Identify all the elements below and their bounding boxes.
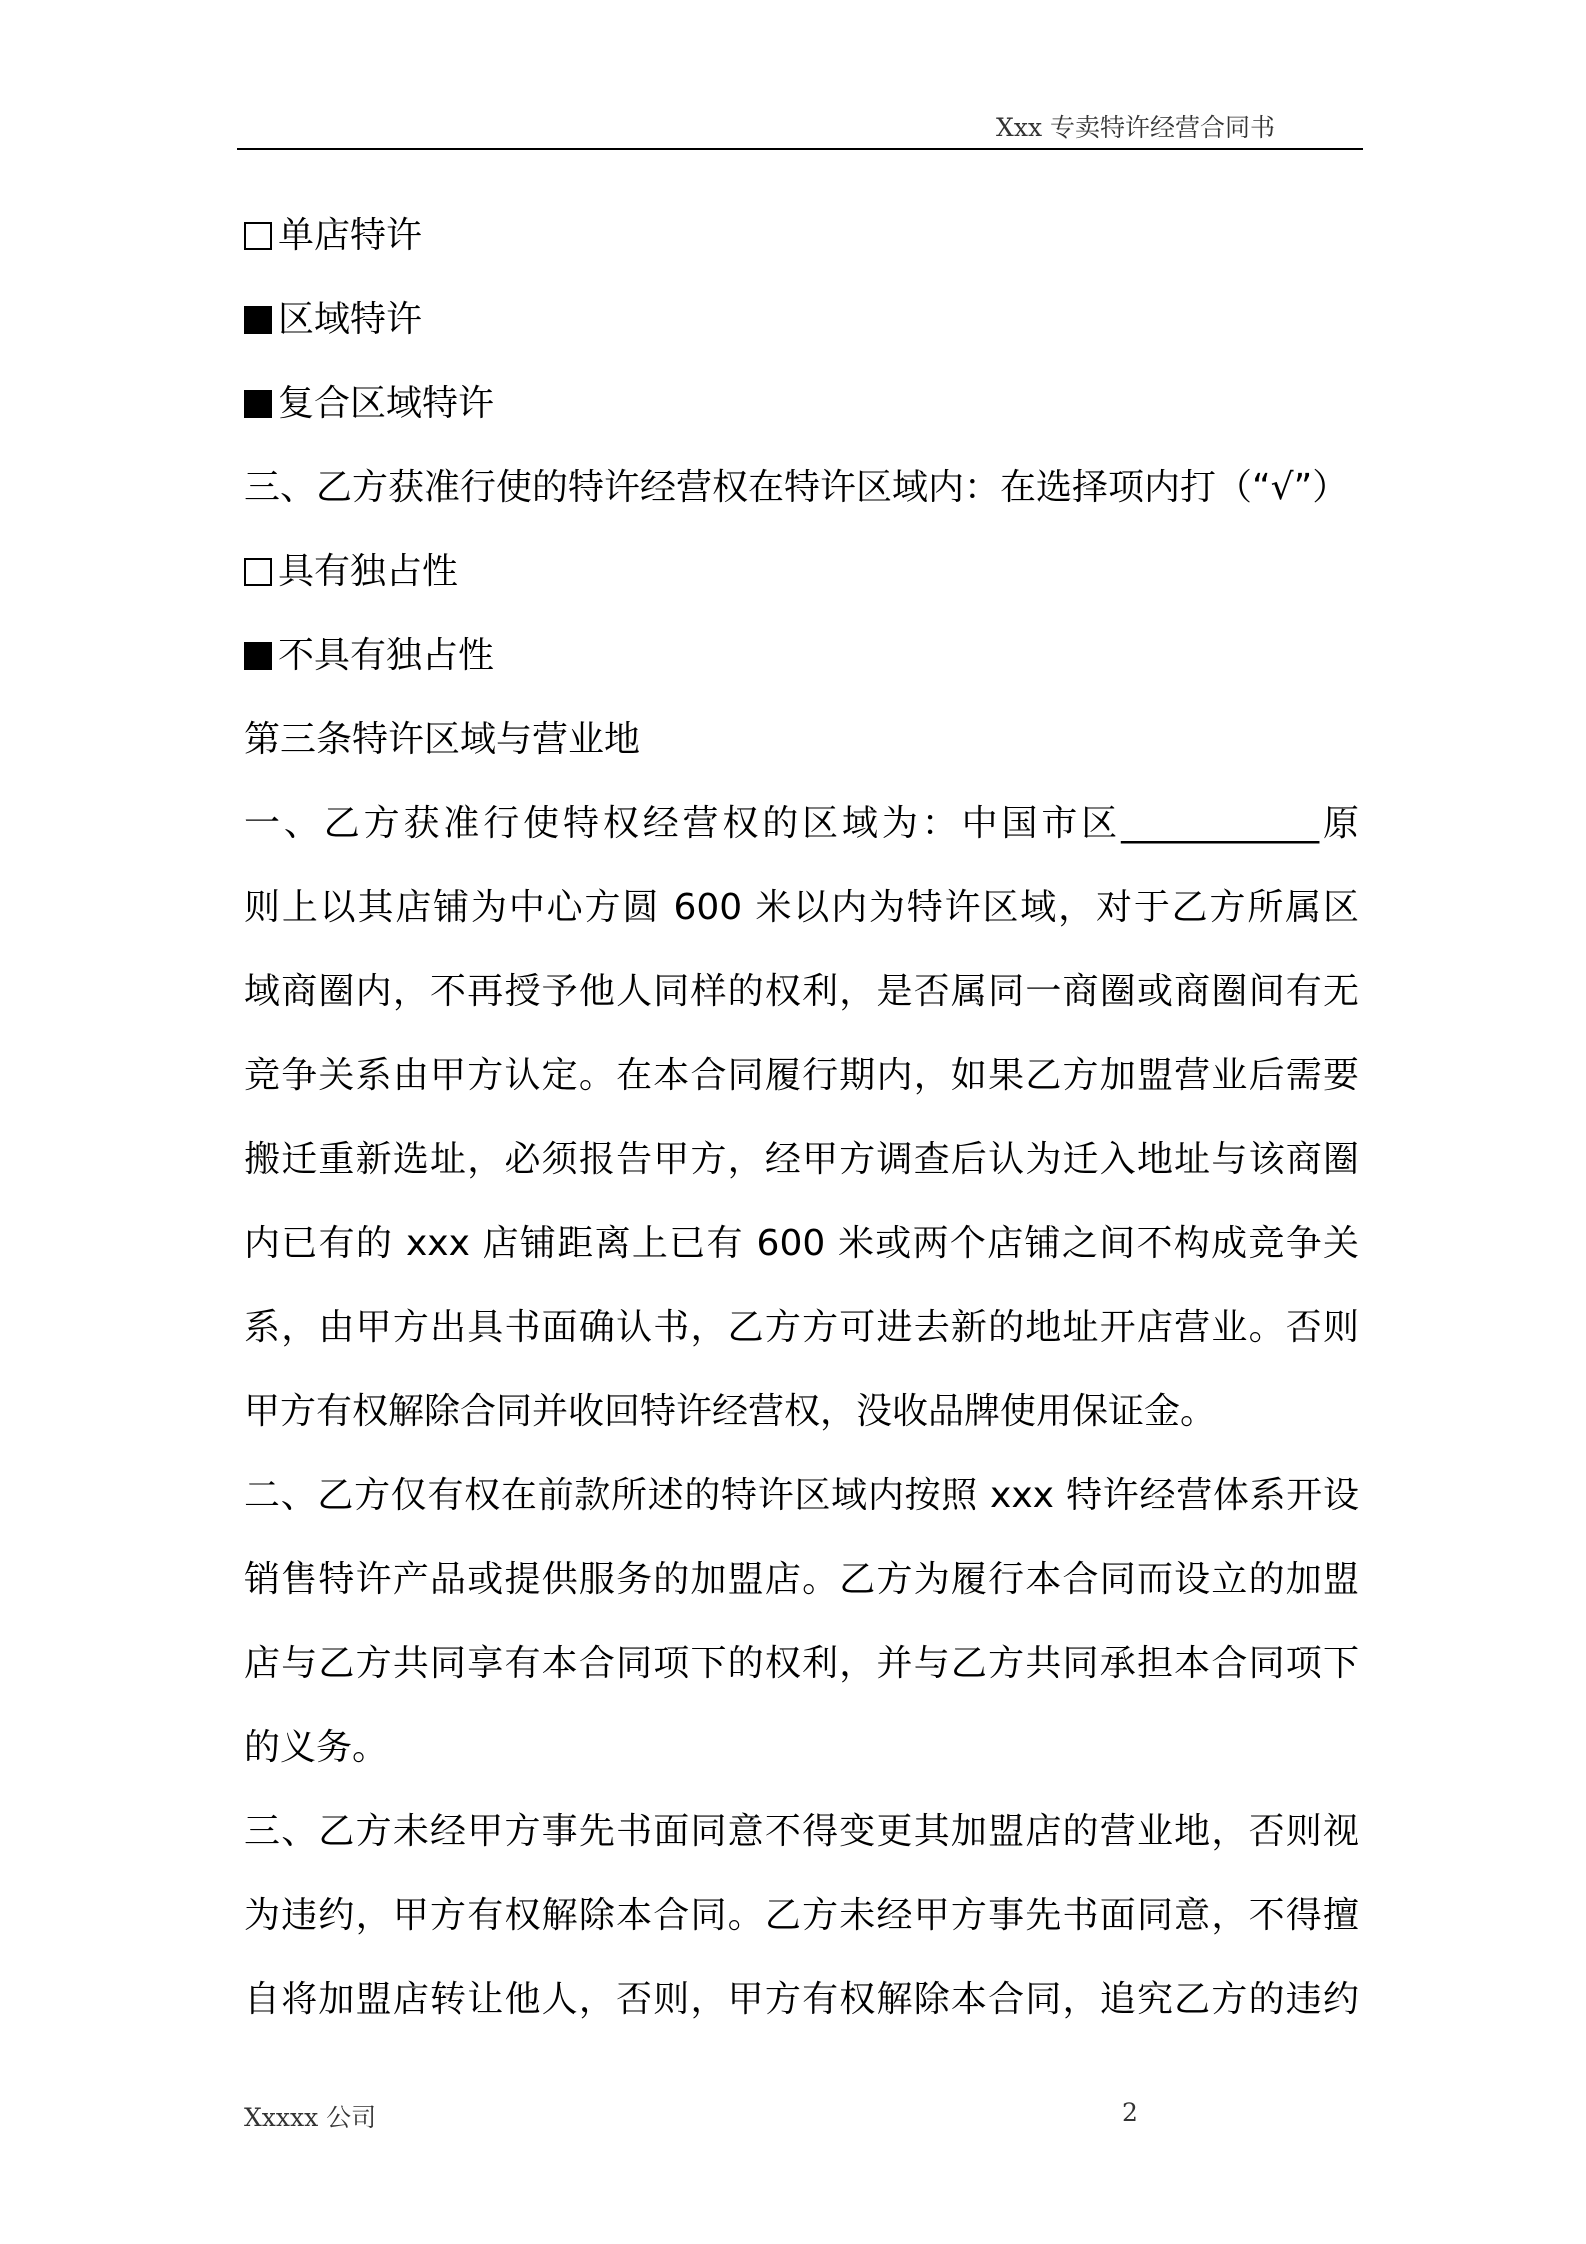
option-label: 单店特许 (278, 215, 423, 256)
paragraph-line: 搬迁重新选址，必须报告甲方，经甲方调查后认为迁入地址与该商圈 (244, 1139, 1359, 1180)
header-title: Xxx 专卖特许经营合同书 (996, 113, 1275, 142)
paragraph-line: 一、乙方获准行使特权经营权的区域为：中国市区___________原 (244, 803, 1359, 844)
unchecked-box-icon (244, 558, 272, 586)
article-title: 第三条特许区域与营业地 (244, 719, 641, 760)
checked-box-icon (244, 390, 272, 418)
paragraph-line: 甲方有权解除合同并收回特许经营权，没收品牌使用保证金。 (244, 1391, 1217, 1432)
paragraph-1 (244, 782, 1359, 1454)
paragraph-line: 二、乙方仅有权在前款所述的特许区域内按照 xxx 特许经营体系开设 (244, 1475, 1359, 1516)
option-label: 区域特许 (278, 299, 423, 340)
option-single-store (244, 194, 1359, 278)
paragraph-line: 店与乙方共同享有本合同项下的权利，并与乙方共同承担本合同项下 (244, 1643, 1359, 1684)
paragraph-line: 的义务。 (244, 1727, 389, 1768)
paragraph-line: 域商圈内，不再授予他人同样的权利，是否属同一商圈或商圈间有无 (244, 971, 1359, 1012)
footer-company: Xxxxx 公司 (244, 2103, 377, 2132)
unchecked-box-icon (244, 222, 272, 250)
paragraph-line: 自将加盟店转让他人，否则，甲方有权解除本合同，追究乙方的违约 (244, 1979, 1359, 2020)
paragraph-line: 系，由甲方出具书面确认书，乙方方可进去新的地址开店营业。否则 (244, 1307, 1359, 1348)
option-label: 具有独占性 (278, 551, 459, 592)
page-number: 2 (1122, 2098, 1138, 2127)
option-label: 不具有独占性 (278, 635, 495, 676)
paragraph-line: 竞争关系由甲方认定。在本合同履行期内，如果乙方加盟营业后需要 (244, 1055, 1359, 1096)
page-header (237, 0, 1363, 150)
paragraph-line: 为违约，甲方有权解除本合同。乙方未经甲方事先书面同意，不得擅 (244, 1895, 1359, 1936)
option-non-exclusive (244, 614, 1359, 698)
paragraph-2 (244, 1454, 1359, 1790)
clause-3-heading: 三、乙方获准行使的特许经营权在特许区域内：在选择项内打（“√”） (244, 467, 1349, 508)
option-regional (244, 278, 1359, 362)
checked-box-icon (244, 642, 272, 670)
paragraph-line: 销售特许产品或提供服务的加盟店。乙方为履行本合同而设立的加盟 (244, 1559, 1359, 1600)
paragraph-line: 则上以其店铺为中心方圆 600 米以内为特许区域，对于乙方所属区 (244, 887, 1359, 928)
checked-box-icon (244, 306, 272, 334)
paragraph-line: 内已有的 xxx 店铺距离上已有 600 米或两个店铺之间不构成竞争关 (244, 1223, 1359, 1264)
paragraph-line: 三、乙方未经甲方事先书面同意不得变更其加盟店的营业地，否则视 (244, 1811, 1359, 1852)
option-composite-regional (244, 362, 1359, 446)
paragraph-3 (244, 1790, 1359, 2042)
document-body (244, 194, 1359, 2042)
option-exclusive (244, 530, 1359, 614)
option-label: 复合区域特许 (278, 383, 495, 424)
